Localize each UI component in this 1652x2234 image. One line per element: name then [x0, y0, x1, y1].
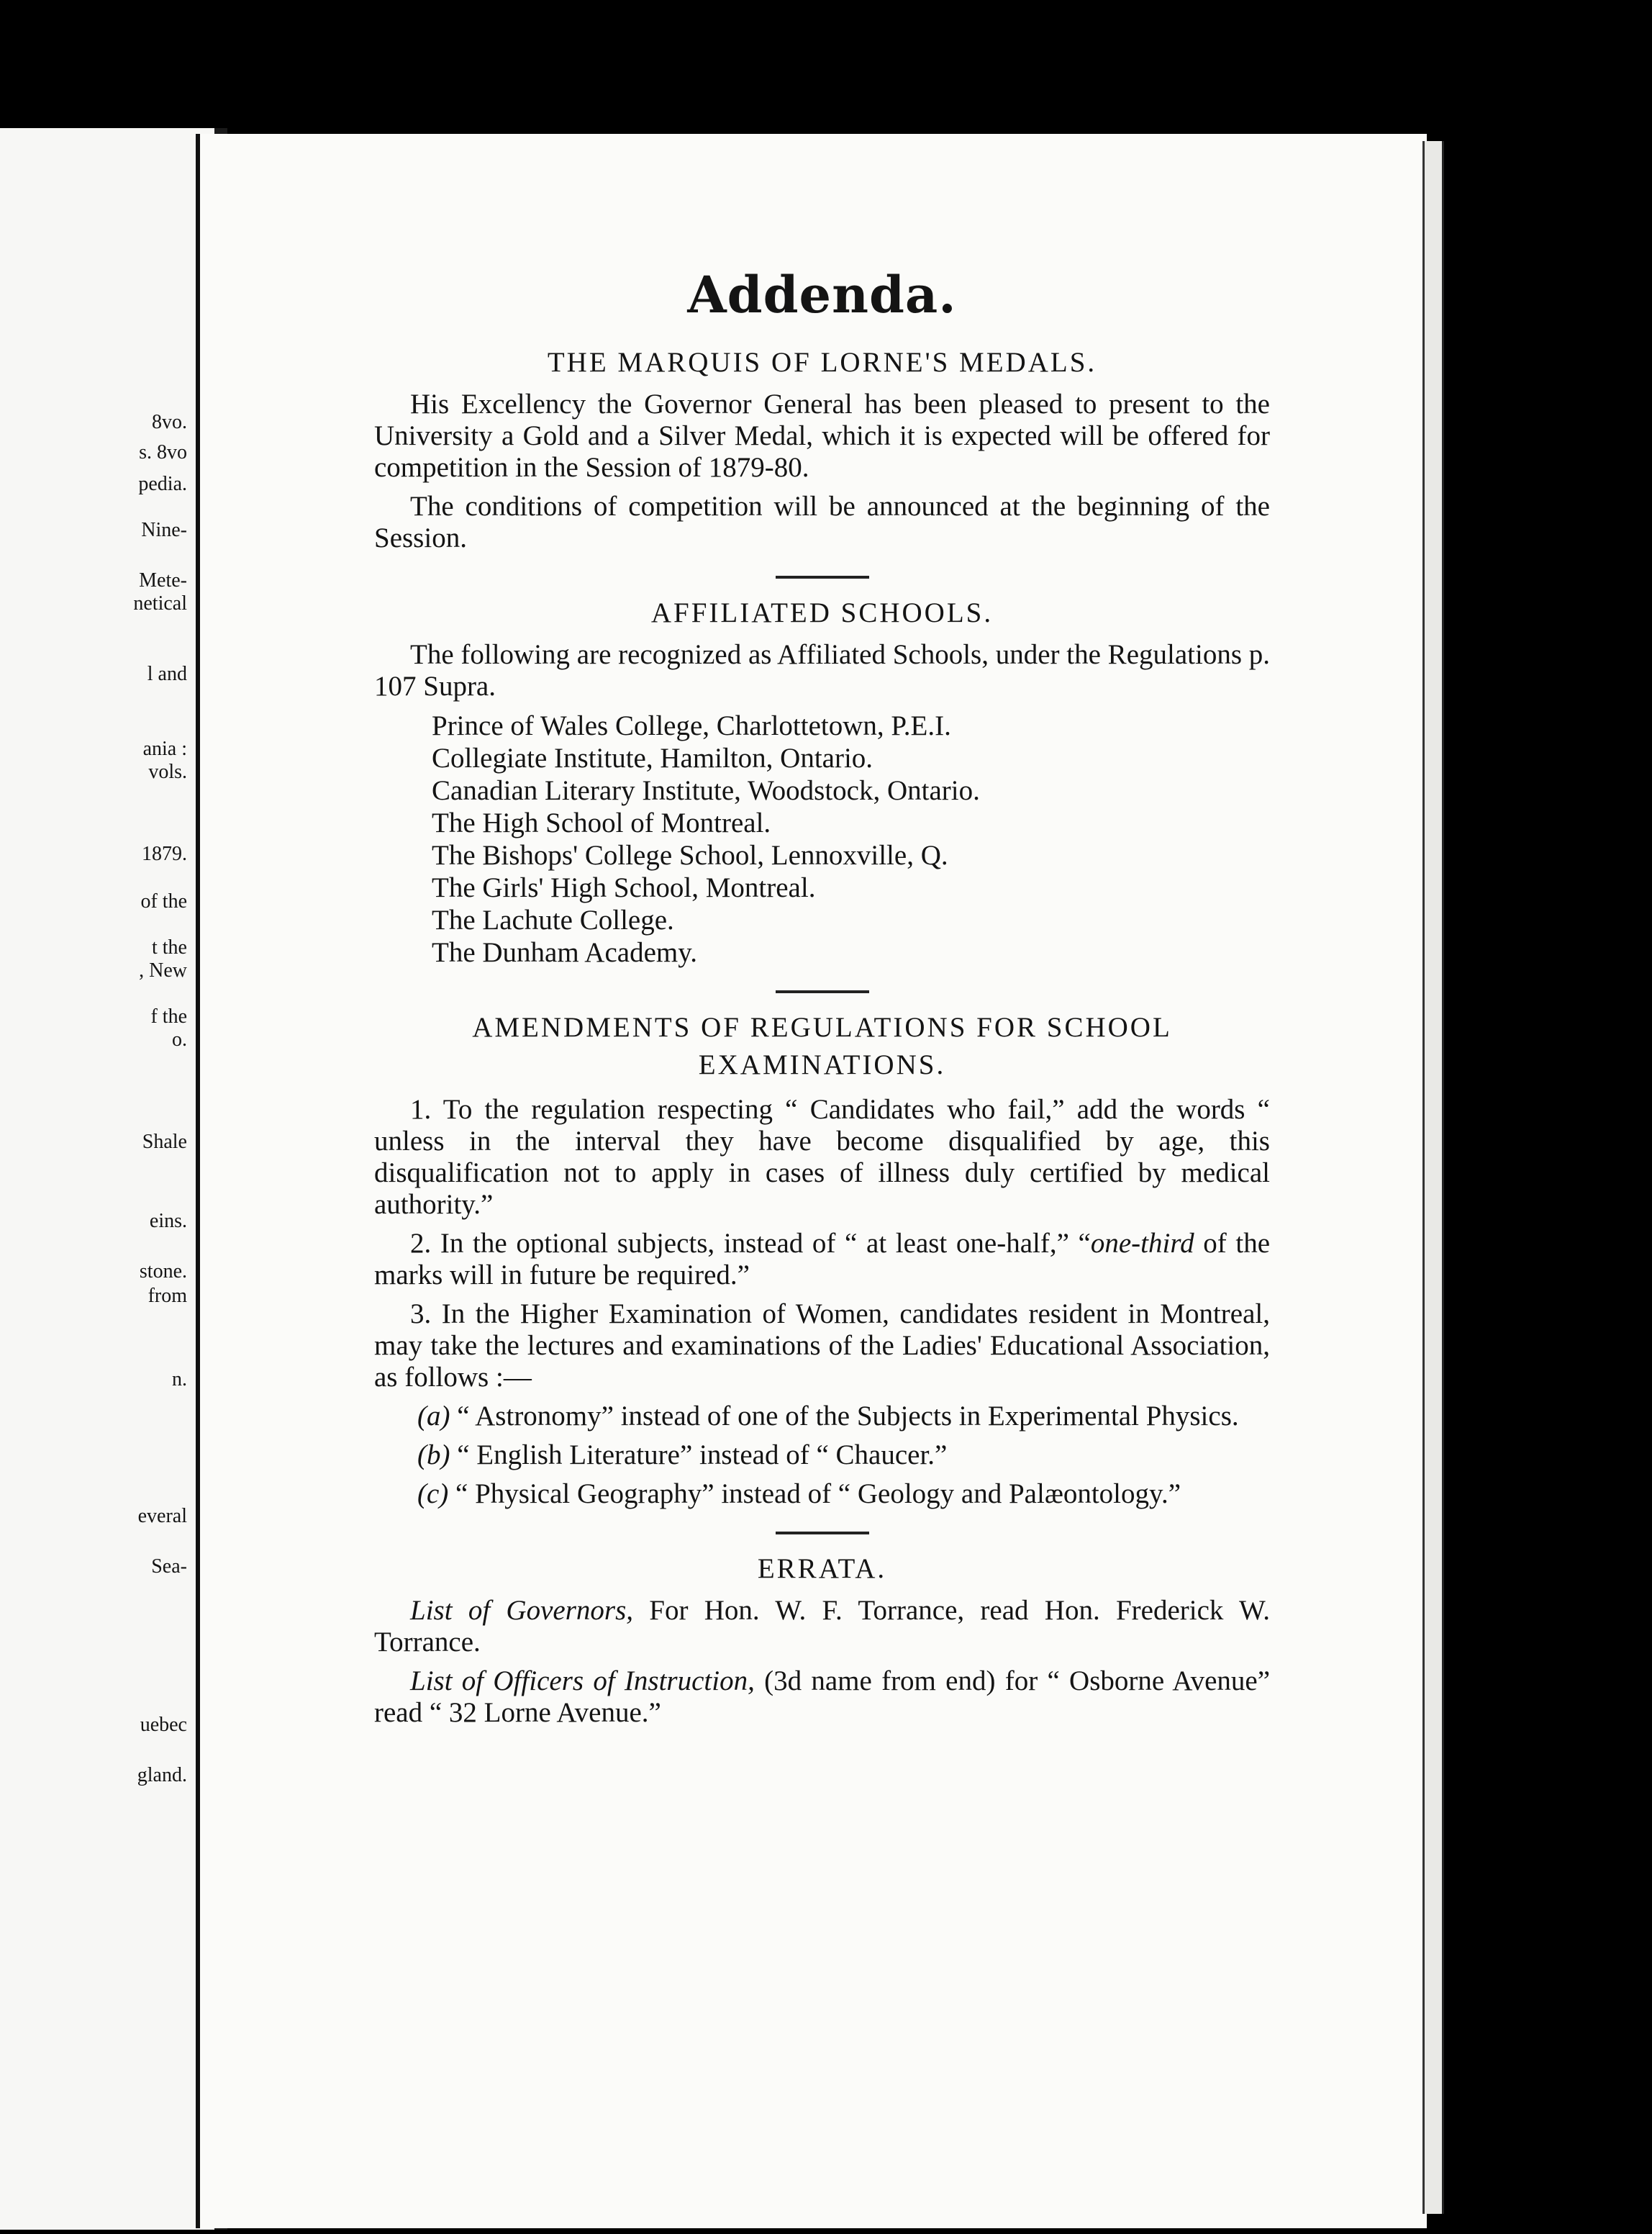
- amendment-sub-b: (b) “ English Literature” instead of “ Chaucer.”: [417, 1439, 948, 1470]
- medals-heading: THE MARQUIS OF LORNE'S MEDALS.: [547, 347, 1097, 378]
- left-page-text-fragment: netical: [133, 592, 187, 615]
- left-page-text-fragment: Sea-: [151, 1555, 187, 1578]
- left-page-text-fragment: from: [148, 1285, 187, 1307]
- section-divider: [776, 990, 869, 993]
- page-title: Addenda.: [687, 265, 957, 325]
- section-divider: [776, 1532, 869, 1534]
- left-page-text-fragment: vols.: [148, 761, 187, 783]
- medals-paragraph-1: His Excellency the Governor General has been pleased to present to the University a Gold and a Silver Medal, which it is expected will be offered for competition in the Session of 1879-80.: [374, 389, 1270, 483]
- page-edge: [1422, 141, 1444, 2214]
- left-page-text-fragment: f the: [150, 1005, 187, 1028]
- schools-list: [432, 710, 1270, 969]
- school-item: The Girls' High School, Montreal.: [432, 872, 816, 903]
- school-item: The Bishops' College School, Lennoxville, Q.: [432, 840, 948, 871]
- left-page-text-fragment: of the: [140, 890, 187, 913]
- left-page-text-fragment: Nine-: [141, 519, 187, 541]
- section-divider: [776, 576, 869, 579]
- left-page-text-fragment: 8vo.: [152, 411, 187, 433]
- amendments-heading: AMENDMENTS OF REGULATIONS FOR SCHOOL: [472, 1012, 1172, 1043]
- school-item: Canadian Literary Institute, Woodstock, Ontario.: [432, 775, 980, 806]
- affiliated-heading: AFFILIATED SCHOOLS.: [650, 597, 994, 628]
- left-page-text-fragment: 1879.: [142, 843, 187, 865]
- medals-paragraph-2: The conditions of competition will be announced at the beginning of the Session.: [374, 491, 1270, 553]
- affiliated-intro: The following are recognized as Affiliated Schools, under the Regulations p. 107 Supra.: [374, 639, 1270, 702]
- page-content: [374, 266, 1270, 1729]
- left-page-text-fragment: l and: [147, 663, 187, 685]
- amendment-sub-c: (c) “ Physical Geography” instead of “ Geology and Palæontology.”: [417, 1478, 1181, 1509]
- errata-item-1: List of Governors, For Hon. W. F. Torrance, read Hon. Frederick W. Torrance.: [374, 1595, 1270, 1658]
- school-item: The Dunham Academy.: [432, 937, 697, 968]
- left-page-text-fragment: t the: [152, 936, 187, 959]
- left-page-text-fragment: everal: [137, 1505, 187, 1527]
- left-page-text-fragment: eins.: [149, 1210, 187, 1232]
- left-page-text-fragment: Shale: [142, 1131, 187, 1153]
- left-page-text-fragment: s. 8vo: [139, 441, 187, 463]
- amendments-heading-line-2: EXAMINATIONS.: [698, 1049, 946, 1080]
- left-page-text-fragment: ania :: [142, 738, 187, 760]
- left-facing-page: [0, 128, 216, 2230]
- errata-heading: ERRATA.: [757, 1553, 887, 1584]
- left-page-text-fragment: n.: [172, 1368, 187, 1390]
- errata-item-2: List of Officers of Instruction, (3d name from end) for “ Osborne Avenue” read “ 32 Lorne Avenue.”: [374, 1665, 1271, 1728]
- left-page-text-fragment: , New: [139, 959, 187, 982]
- school-item: The High School of Montreal.: [432, 808, 771, 838]
- amendment-item-1: 1. To the regulation respecting “ Candidates who fail,” add the words “ unless in the interval they have become disqualified by age, this disqualification not to apply in cases of illness duly certified by medical authority.”: [374, 1094, 1270, 1220]
- amendment-sub-a: (a) “ Astronomy” instead of one of the Subjects in Experimental Physics.: [417, 1401, 1239, 1432]
- amendment-item-3: 3. In the Higher Examination of Women, candidates resident in Montreal, may take the lectures and examinations of the Ladies' Educational Association, as follows :—: [374, 1298, 1270, 1393]
- left-page-text-fragment: pedia.: [138, 473, 187, 495]
- school-item: Collegiate Institute, Hamilton, Ontario.: [432, 743, 873, 774]
- left-page-text-fragment: gland.: [137, 1764, 187, 1786]
- left-page-text-fragment: uebec: [140, 1714, 187, 1736]
- amendment-item-2: 2. In the optional subjects, instead of “ at least one-half,” “one-third of the marks will in future be required.”: [374, 1228, 1270, 1290]
- left-page-text-fragment: stone.: [139, 1260, 187, 1283]
- school-item: The Lachute College.: [432, 905, 674, 936]
- school-item: Prince of Wales College, Charlottetown, P.E.I.: [432, 710, 951, 741]
- left-page-text-fragment: Mete-: [139, 569, 187, 592]
- left-page-text-fragment: o.: [172, 1028, 187, 1051]
